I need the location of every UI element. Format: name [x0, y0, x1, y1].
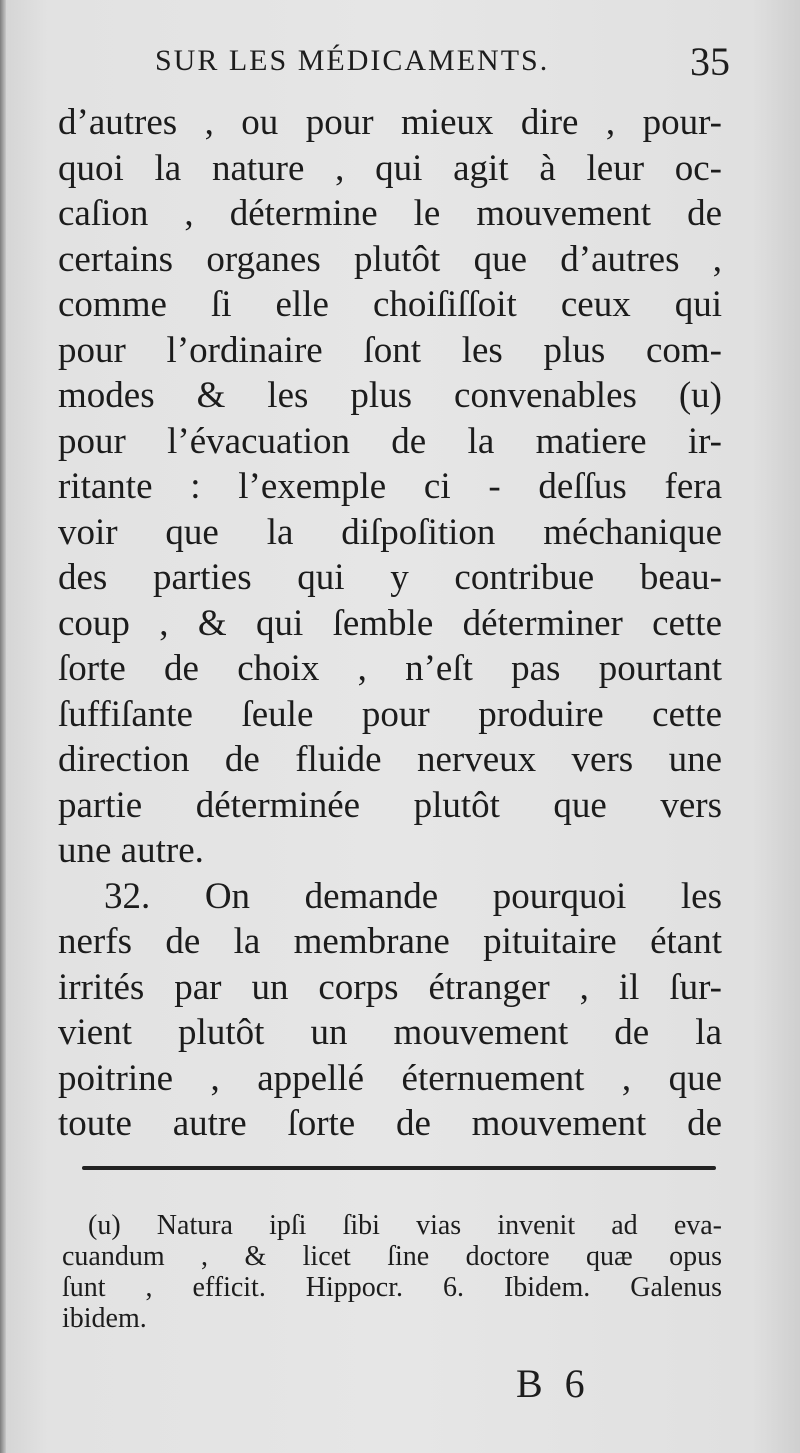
footnote-line: cuandum , & licet ſine doctore quæ opus	[62, 1241, 722, 1272]
text-line: pour l’évacuation de la matiere ir-	[58, 420, 722, 462]
text-line: quoi la nature , qui agit à leur oc-	[58, 147, 722, 189]
text-line: direction de fluide nerveux vers une	[58, 739, 722, 780]
footnote	[62, 1210, 722, 1334]
page-number: 35	[690, 39, 730, 84]
text-line: poitrine , appellé éternuement , que	[58, 1057, 722, 1099]
text-line: d’autres , ou pour mieux dire , pour-	[58, 102, 722, 143]
text-line: certains organes plutôt que d’autres ,	[58, 238, 722, 280]
text-line: caſion , détermine le mouvement de	[58, 193, 722, 234]
text-line: vient plutôt un mouvement de la	[58, 1012, 722, 1053]
signature-mark: B 6	[516, 1361, 591, 1406]
footnote-line: ibidem.	[62, 1303, 147, 1334]
footnote-line: (u) Natura ipſi ſibi vias invenit ad eva-	[88, 1210, 722, 1241]
text-line: coup , & qui ſemble déterminer cette	[58, 602, 722, 644]
text-line: modes & les plus convenables (u)	[58, 375, 722, 416]
text-line: comme ſi elle choiſiſſoit ceux qui	[58, 284, 722, 325]
page-header	[155, 34, 730, 94]
text-line: irrités par un corps étranger , il ſur-	[58, 966, 722, 1008]
text-line: toute autre ſorte de mouvement de	[58, 1103, 722, 1144]
text-line: une autre.	[58, 830, 204, 871]
main-text	[58, 100, 722, 1147]
text-line: partie déterminée plutôt que vers	[58, 784, 722, 826]
text-line: ſuffiſante ſeule pour produire cette	[58, 693, 722, 735]
text-line: voir que la diſpoſition méchanique	[58, 511, 722, 553]
text-line: pour l’ordinaire ſont les plus com-	[58, 329, 722, 371]
footnote-divider	[82, 1166, 716, 1170]
text-line: nerfs de la membrane pituitaire étant	[58, 921, 722, 962]
footnote-line: ſunt , efficit. Hippocr. 6. Ibidem. Galenus	[62, 1272, 722, 1303]
text-line: des parties qui y contribue beau-	[58, 557, 722, 598]
text-line: ſorte de choix , n’eſt pas pourtant	[58, 648, 722, 689]
running-head: SUR LES MÉDICAMENTS.	[155, 44, 550, 77]
text-line: ritante : l’exemple ci - deſſus fera	[58, 466, 722, 507]
paragraph-32-start: 32. On demande pourquoi les	[104, 875, 722, 917]
